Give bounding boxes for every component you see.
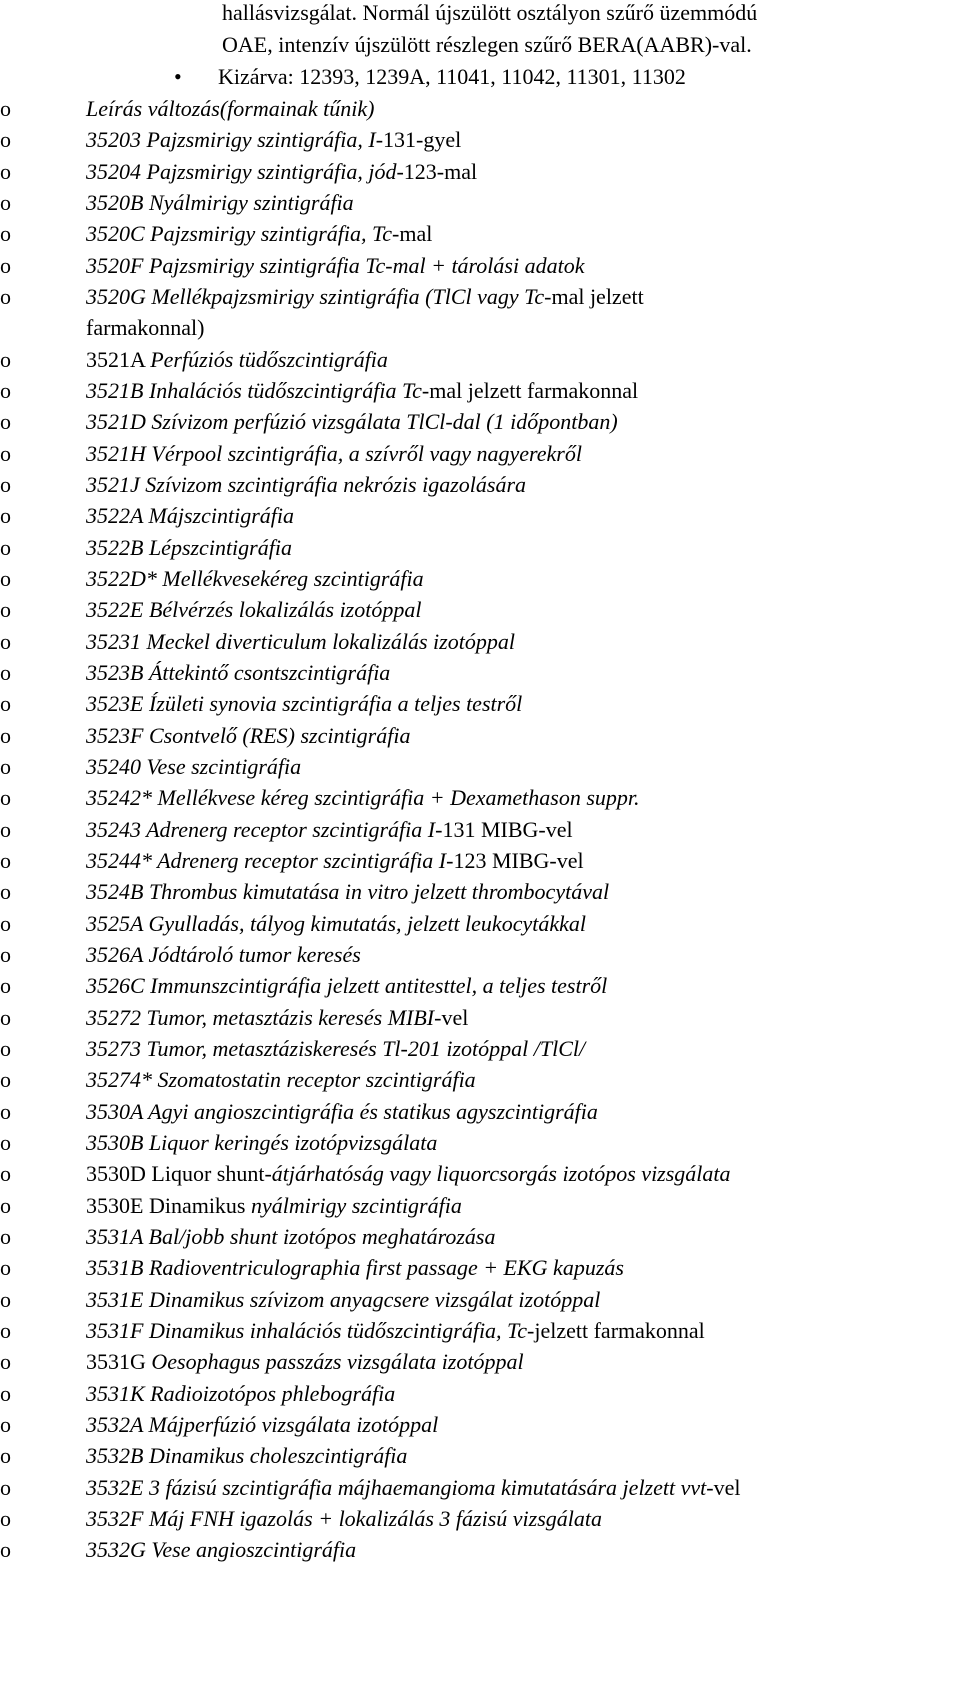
list-marker: o [0,1005,11,1030]
list-item [86,1099,598,1125]
list-item [86,284,644,310]
list-item-text: 3523B Áttekintő csontszcintigráfia [86,660,391,685]
list-item [86,127,461,153]
list-item [86,159,477,185]
list-item [86,973,607,999]
list-item-text: 35243 Adrenerg receptor szcintigráfia I [86,817,436,842]
list-marker: o [0,1506,11,1531]
list-marker: o [0,817,11,842]
list-item-text: 35240 Vese szcintigráfia [86,754,302,779]
list-item [86,503,294,529]
list-item-text: -123-mal [396,159,478,184]
list-item-text: -131 MIBG-vel [435,817,573,842]
list-item [86,1161,731,1187]
list-item [86,1475,740,1501]
list-item-text: 3532B Dinamikus choleszcintigráfia [86,1443,408,1468]
list-marker: o [0,347,11,372]
list-item-text: 3530A Agyi angioszcintigráfia és statikus agyszcintigráfia [86,1099,598,1124]
intro-line-2: OAE, intenzív újszülött részlegen szűrő BERA(AABR)-val. [222,32,752,57]
list-item-text: 3521H Vérpool szcintigráfia, a szívről vagy nagyerekről [86,441,582,466]
list-item-text: 35203 Pajzsmirigy szintigráfia, [86,127,369,152]
list-marker: o [0,1443,11,1468]
list-item-text: 3520C Pajzsmirigy szintigráfia, Tc [86,221,393,246]
list-item-text: -jelzett farmakonnal [527,1318,705,1343]
list-item [86,942,361,968]
list-item-text: -mal jelzett farmakonnal [421,378,639,403]
list-item [86,253,584,279]
list-marker: o [0,221,11,246]
list-marker: o [0,472,11,497]
list-item-text: Leírás változás(formainak tűnik) [86,96,375,121]
list-item-text: 3532F Máj FNH igazolás + lokalizálás 3 fázisú vizsgálata [86,1506,602,1531]
list-item [86,1130,437,1156]
list-item-text: 3520B Nyálmirigy szintigráfia [86,190,354,215]
list-marker: o [0,1381,11,1406]
list-item [86,190,354,216]
list-item [86,378,638,404]
list-item-text: 3531G [86,1349,152,1374]
list-item [86,1506,602,1532]
list-item [86,535,292,561]
list-item-text: Oesophagus passzázs vizsgálata izotóppal [151,1349,524,1374]
list-marker: o [0,441,11,466]
list-marker: o [0,1537,11,1562]
list-item-text: 3532G Vese angioszcintigráfia [86,1537,357,1562]
list-marker: o [0,723,11,748]
list-marker: o [0,629,11,654]
list-item [86,96,374,122]
list-item [86,691,522,717]
list-item [86,1381,395,1407]
list-item [86,1412,438,1438]
intro-line-1: hallásvizsgálat. Normál újszülött osztályon szűrő üzemmódú [222,0,758,25]
list-item-text: -mal [392,221,433,246]
list-item-text: 35242* Mellékvese kéreg szcintigráfia + Dexamethason suppr. [86,785,640,810]
list-item [86,911,586,937]
list-marker: o [0,911,11,936]
list-item-text: -vel [434,1005,469,1030]
list-item-text: 3523E Ízületi synovia szcintigráfia a teljes testről [86,691,523,716]
list-item-text: 3522A Májszcintigráfia [86,503,294,528]
list-marker: o [0,127,11,152]
list-marker: o [0,566,11,591]
list-item [86,409,618,435]
list-marker: o [0,848,11,873]
bullet-icon: • [174,64,182,89]
list-item-text: 3532A Májperfúzió vizsgálata izotóppal [86,1412,439,1437]
list-item-text: 3531K Radioizotópos phlebográfia [86,1381,396,1406]
list-marker: o [0,1067,11,1092]
list-item-text: 3526A Jódtároló tumor keresés [86,942,361,967]
list-marker: o [0,409,11,434]
list-marker: o [0,1349,11,1374]
list-item [86,472,526,498]
list-marker: o [0,503,11,528]
list-marker: o [0,1255,11,1280]
list-item [86,1224,495,1250]
list-marker: o [0,754,11,779]
list-marker: o [0,190,11,215]
excluded-bullet-line [174,64,686,90]
list-marker: o [0,1036,11,1061]
list-item [86,566,424,592]
list-item-text: 3521A [86,347,151,372]
list-item [86,785,640,811]
list-marker: o [0,253,11,278]
list-marker: o [0,1318,11,1343]
list-marker: o [0,1412,11,1437]
list-item-text: 3523F Csontvelő (RES) szcintigráfia [86,723,411,748]
list-item-text: 3530B Liquor keringés izotópvizsgálata [86,1130,438,1155]
list-marker: o [0,96,11,121]
list-item-text: 3532E 3 fázisú szcintigráfia májhaemangioma kimutatására jelzett vvt [86,1475,707,1500]
list-item [86,221,432,247]
list-item-text: 3520G Mellékpajzsmirigy szintigráfia (TlCl vagy Tc [86,284,545,309]
list-item [86,754,301,780]
list-marker: o [0,159,11,184]
list-marker: o [0,1161,11,1186]
list-marker: o [0,1193,11,1218]
list-marker: o [0,535,11,560]
list-marker: o [0,1224,11,1249]
list-marker: o [0,785,11,810]
list-item [86,1193,462,1219]
list-item-text: 3522B Lépszcintigráfia [86,535,292,560]
list-item-text: -mal jelzett [544,284,644,309]
list-item-text: I [368,127,376,152]
list-item [86,1537,356,1563]
list-marker: o [0,597,11,622]
list-marker: o [0,691,11,716]
list-item [86,817,573,843]
list-item-text: átjárhatóság vagy liquorcsorgás izotópos vizsgálata [271,1161,731,1186]
list-item-text: -123 MIBG-vel [446,848,584,873]
list-item-text: 3522E Bélvérzés lokalizálás izotóppal [86,597,422,622]
list-marker: o [0,660,11,685]
list-item-text: 3531F Dinamikus inhalációs tüdőszcintigráfia, Tc [86,1318,528,1343]
list-item-text: 3531A Bal/jobb shunt izotópos meghatározása [86,1224,496,1249]
list-item-text: -vel [706,1475,741,1500]
list-item-text: -131-gyel [375,127,462,152]
list-item [86,848,584,874]
list-item-text: 3530D Liquor shunt- [86,1161,272,1186]
list-item-text: 3522D* Mellékvesekéreg szcintigráfia [86,566,424,591]
list-item [86,1349,524,1375]
list-marker: o [0,284,11,309]
list-item-text: 3531E Dinamikus szívizom anyagcsere vizsgálat izotóppal [86,1287,601,1312]
list-item [86,660,390,686]
list-item-text: 35204 Pajzsmirigy szintigráfia, jód [86,159,397,184]
list-item-text: 35244* Adrenerg receptor szcintigráfia I [86,848,447,873]
list-item-text: Perfúziós tüdőszcintigráfia [150,347,388,372]
list-marker: o [0,1287,11,1312]
list-item [86,879,609,905]
list-item-text: 35272 Tumor, metasztázis keresés MIBI [86,1005,435,1030]
list-marker: o [0,879,11,904]
list-item [86,441,582,467]
list-item-text: 3524B Thrombus kimutatása in vitro jelzett thrombocytával [86,879,610,904]
list-item-text: 3521J Szívizom szcintigráfia nekrózis igazolására [86,472,527,497]
list-marker: o [0,378,11,403]
list-item-continuation: farmakonnal) [86,315,205,340]
list-item-text: 3526C Immunszcintigráfia jelzett antitesttel, a teljes testről [86,973,608,998]
list-item-text: 3521B Inhalációs tüdőszcintigráfia Tc [86,378,422,403]
list-marker: o [0,942,11,967]
list-item [86,347,388,373]
list-item-text: 35274* Szomatostatin receptor szcintigráfia [86,1067,476,1092]
list-marker: o [0,1475,11,1500]
list-item-text: 3530E Dinamikus [86,1193,251,1218]
list-item-text: 3520F Pajzsmirigy szintigráfia Tc-mal + tárolási adatok [86,253,585,278]
list-item [86,1287,600,1313]
list-marker: o [0,1130,11,1155]
list-item [86,629,515,655]
list-item [86,1036,585,1062]
list-item-text: 35231 Meckel diverticulum lokalizálás izotóppal [86,629,515,654]
list-item [86,1067,476,1093]
list-marker: o [0,973,11,998]
list-item-text: nyálmirigy szcintigráfia [251,1193,462,1218]
list-item [86,1255,624,1281]
list-item-text: 3531B Radioventriculographia first passage + EKG kapuzás [86,1255,624,1280]
list-item [86,1318,705,1344]
list-item-text: 35273 Tumor, metasztáziskeresés Tl-201 izotóppal /TlCl/ [86,1036,586,1061]
list-item [86,1443,407,1469]
excluded-codes-text: Kizárva: 12393, 1239A, 11041, 11042, 11301, 11302 [218,64,686,89]
list-item [86,1005,468,1031]
list-item [86,597,421,623]
list-item [86,723,410,749]
list-item-text: 3521D Szívizom perfúzió vizsgálata TlCl-dal (1 időpontban) [86,409,618,434]
list-marker: o [0,1099,11,1124]
list-item-text: 3525A Gyulladás, tályog kimutatás, jelzett leukocytákkal [86,911,586,936]
